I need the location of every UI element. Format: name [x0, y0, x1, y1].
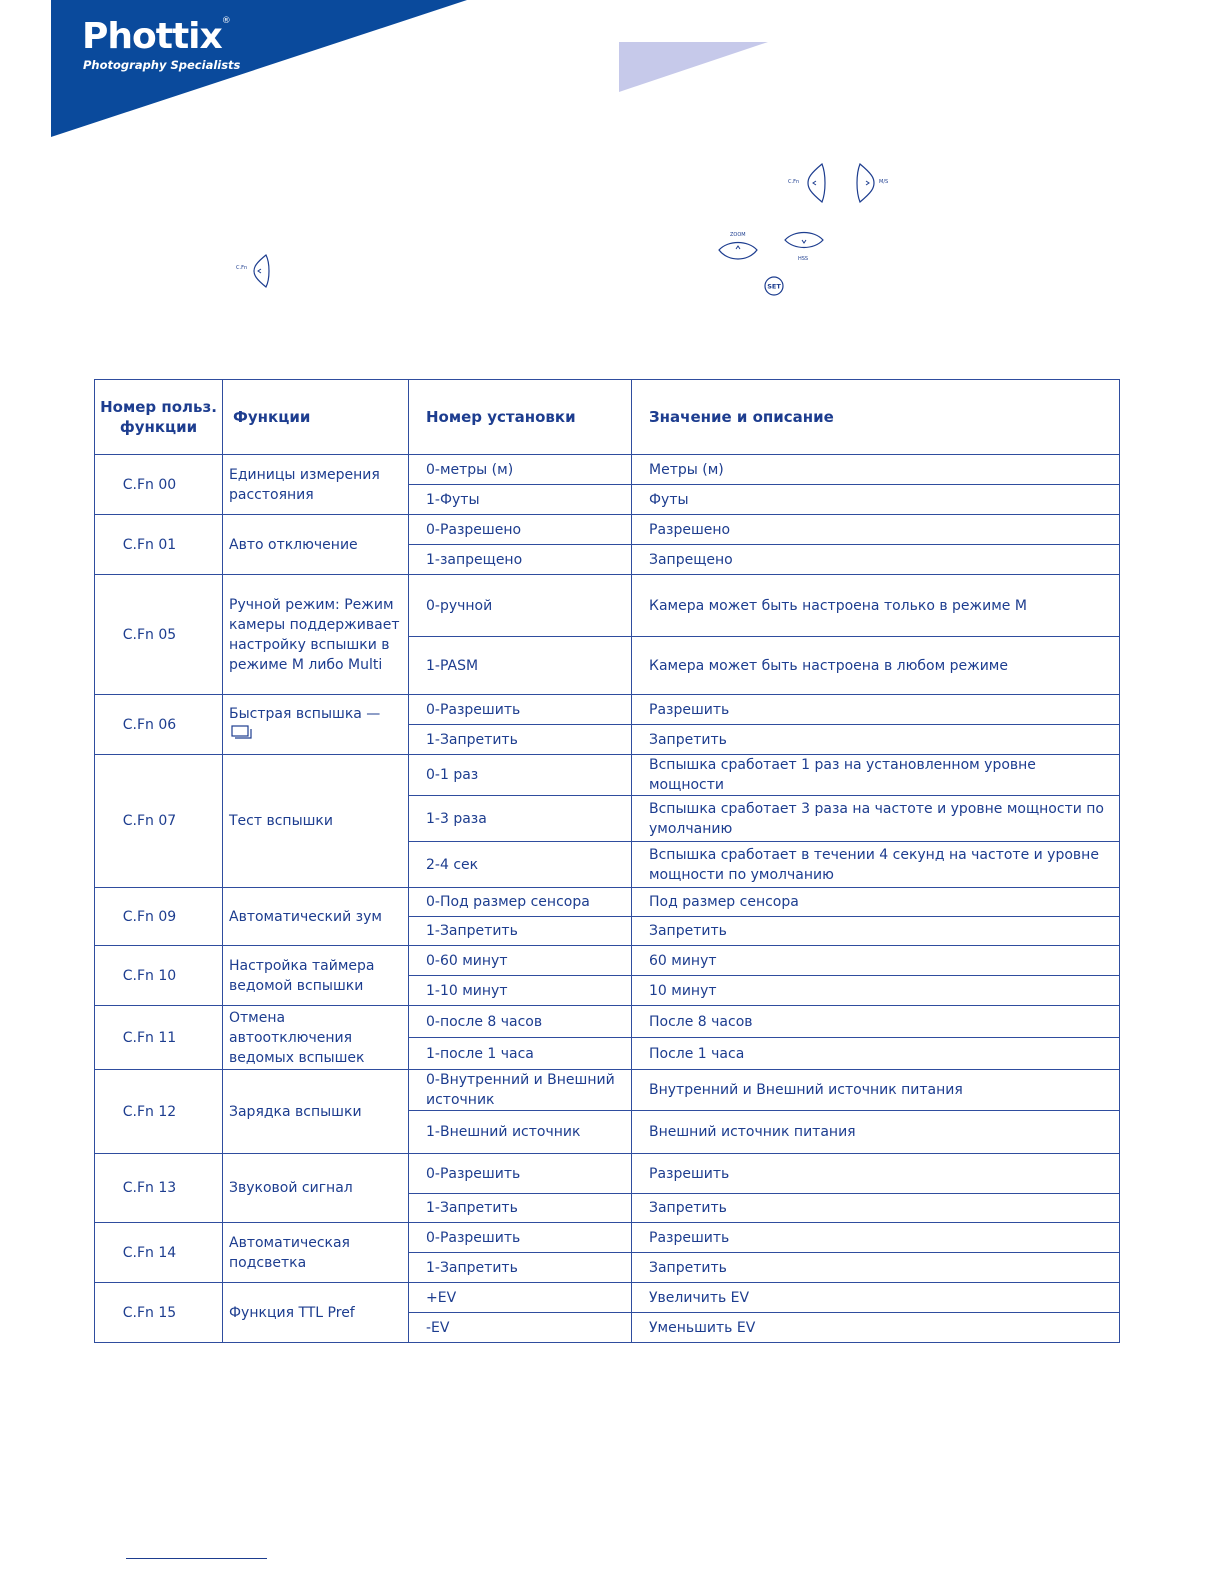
set-button-icon [763, 275, 785, 297]
cfn-description: Уменьшить EV [632, 1313, 1120, 1343]
cfn-number: C.Fn 14 [95, 1223, 223, 1283]
cfn-function: Единицы измерения расстояния [223, 455, 409, 515]
cfn-setting: 1-Внешний источник [409, 1111, 632, 1154]
cfn-function: Зарядка вспышки [223, 1070, 409, 1154]
cfn-setting: 1-Запретить [409, 725, 632, 755]
table-row [95, 695, 1120, 725]
header-setting: Номер установки [409, 380, 632, 455]
cfn-setting: 0-Под размер сенсора [409, 888, 632, 917]
cfn-description: После 8 часов [632, 1006, 1120, 1038]
footer-divider [126, 1558, 267, 1559]
ms-icon-label: M/S [879, 179, 889, 185]
cfn-description: Запретить [632, 725, 1120, 755]
cfn-description: После 1 часа [632, 1038, 1120, 1070]
zoom-button-icon [716, 230, 760, 264]
table-row [95, 946, 1120, 976]
cfn-description: Под размер сенсора [632, 888, 1120, 917]
cfn-function: Звуковой сигнал [223, 1154, 409, 1223]
table-row [95, 575, 1120, 637]
cfn-function: Автоматическая подсветка [223, 1223, 409, 1283]
table-row [95, 755, 1120, 796]
cfn-function: Автоматический зум [223, 888, 409, 946]
cfn-function: Авто отключение [223, 515, 409, 575]
cfn-description: Разрешить [632, 1223, 1120, 1253]
cfn-number: C.Fn 00 [95, 455, 223, 515]
cfn-setting: +EV [409, 1283, 632, 1313]
cfn-function: Настройка таймера ведомой вспышки [223, 946, 409, 1006]
header-number: Номер польз. функции [95, 380, 223, 455]
cfn-function: Тест вспышки [223, 755, 409, 888]
brand-name: Phottix [82, 16, 222, 57]
cfn-setting: 0-ручной [409, 575, 632, 637]
cfn-function: Ручной режим: Режим камеры поддерживает настройку вспышки в режиме M либо Multi [223, 575, 409, 695]
cfn-description: Разрешить [632, 695, 1120, 725]
banner-lilac-shape [619, 42, 768, 92]
cfn-setting: 0-1 раз [409, 755, 632, 796]
cfn-description: Разрешить [632, 1154, 1120, 1194]
cfn-description: Вспышка сработает в течении 4 секунд на частоте и уровне мощности по умолчанию [632, 842, 1120, 888]
cfn-description: 10 минут [632, 976, 1120, 1006]
cfn-number: C.Fn 13 [95, 1154, 223, 1223]
cfn-number: C.Fn 09 [95, 888, 223, 946]
cfn-number: C.Fn 10 [95, 946, 223, 1006]
cfn-setting: 1-Запретить [409, 1194, 632, 1223]
header-function: Функции [223, 380, 409, 455]
ms-button-icon [854, 162, 898, 204]
table-row [95, 455, 1120, 485]
cfn-setting: 2-4 сек [409, 842, 632, 888]
cfn-number: C.Fn 12 [95, 1070, 223, 1154]
cfn-description: Увеличить EV [632, 1283, 1120, 1313]
cfn-number: C.Fn 05 [95, 575, 223, 695]
cfn-icon-label: C.Fn [788, 179, 800, 185]
cfn-number: C.Fn 01 [95, 515, 223, 575]
cfn-setting: 0-Внутренний и Внешний источник [409, 1070, 632, 1111]
cfn-setting: 1-после 1 часа [409, 1038, 632, 1070]
cfn-button-icon [788, 162, 832, 204]
cfn-setting: 1-Запретить [409, 1253, 632, 1283]
cfn-description: Внутренний и Внешний источник питания [632, 1070, 1120, 1111]
cfn-description: Внешний источник питания [632, 1111, 1120, 1154]
table-row [95, 1070, 1120, 1111]
cfn-left-button-icon [236, 253, 276, 289]
cfn-description: Футы [632, 485, 1120, 515]
cfn-function: Быстрая вспышка — [229, 705, 381, 722]
table-row [95, 1283, 1120, 1313]
cfn-left-icon-label: C.Fn [236, 265, 248, 271]
table-row [95, 1154, 1120, 1194]
cfn-number: C.Fn 11 [95, 1006, 223, 1070]
cfn-setting: 1-PASM [409, 637, 632, 695]
cfn-setting: 1-10 минут [409, 976, 632, 1006]
cfn-setting: 1-Запретить [409, 917, 632, 946]
cfn-description: 60 минут [632, 946, 1120, 976]
cfn-setting: 1-3 раза [409, 796, 632, 842]
cfn-description: Запрещено [632, 545, 1120, 575]
cfn-function-cell [223, 695, 409, 755]
cfn-function: Отмена автоотключения ведомых вспышек [223, 1006, 409, 1070]
cfn-number: C.Fn 06 [95, 695, 223, 755]
cfn-setting: -EV [409, 1313, 632, 1343]
multi-frame-icon [231, 724, 253, 746]
cfn-function: Функция TTL Pref [223, 1283, 409, 1343]
cfn-number: C.Fn 15 [95, 1283, 223, 1343]
cfn-description: Разрешено [632, 515, 1120, 545]
cfn-number: C.Fn 07 [95, 755, 223, 888]
header-description: Значение и описание [632, 380, 1120, 455]
cfn-setting: 0-60 минут [409, 946, 632, 976]
cfn-setting: 1-Футы [409, 485, 632, 515]
brand-registered-mark: ® [221, 16, 230, 26]
cfn-setting: 0-Разрешить [409, 1154, 632, 1194]
brand-logo [82, 16, 230, 57]
brand-tagline: Photography Specialists [83, 58, 241, 72]
table-row [95, 515, 1120, 545]
cfn-setting: 1-запрещено [409, 545, 632, 575]
set-icon-label: SET [767, 282, 781, 291]
custom-functions-table [94, 379, 1120, 1343]
table-row [95, 888, 1120, 917]
table-row [95, 1223, 1120, 1253]
hss-button-icon [782, 228, 826, 264]
table-header-row [95, 380, 1120, 455]
cfn-description: Запретить [632, 917, 1120, 946]
cfn-description: Метры (м) [632, 455, 1120, 485]
cfn-setting: 0-Разрешено [409, 515, 632, 545]
cfn-description: Запретить [632, 1253, 1120, 1283]
cfn-setting: 0-после 8 часов [409, 1006, 632, 1038]
cfn-description: Запретить [632, 1194, 1120, 1223]
zoom-icon-label: ZOOM [730, 232, 746, 238]
table-row [95, 1006, 1120, 1038]
cfn-description: Камера может быть настроена только в режиме M [632, 575, 1120, 637]
cfn-setting: 0-метры (м) [409, 455, 632, 485]
cfn-description: Вспышка сработает 1 раз на установленном уровне мощности [632, 755, 1120, 796]
cfn-description: Вспышка сработает 3 раза на частоте и уровне мощности по умолчанию [632, 796, 1120, 842]
cfn-setting: 0-Разрешить [409, 695, 632, 725]
hss-icon-label: HSS [798, 256, 809, 262]
cfn-description: Камера может быть настроена в любом режиме [632, 637, 1120, 695]
cfn-setting: 0-Разрешить [409, 1223, 632, 1253]
